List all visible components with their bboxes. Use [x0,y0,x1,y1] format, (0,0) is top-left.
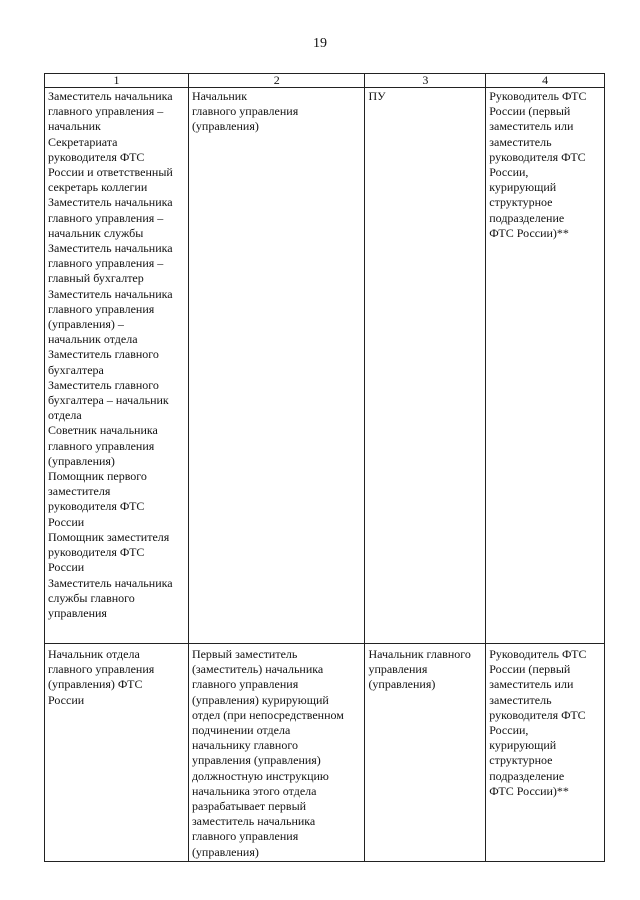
cell-text-line: должностную инструкцию [191,768,329,783]
cell-text-line: главного управления – [48,256,164,271]
header-col-2: 2 [188,74,365,88]
cell-text-line: Заместитель главного [48,347,159,362]
cell-text-line: главного управления [191,677,299,692]
cell-text-line: (управления) – [48,317,124,332]
cell-text-line: управления (управления) [191,753,321,768]
cell-text-line: Начальник [191,89,248,103]
table-row [45,644,605,862]
cell-text-line: (управления) [191,844,259,859]
cell-text-line: Советник начальника [48,423,158,438]
cell-text-line: руководителя ФТС [48,499,145,514]
cell-text-line: начальник отдела [48,332,138,347]
cell-text-line: ФТС России)** [489,783,569,798]
cell-text-line: (управления) [368,677,436,692]
cell-text-line: главного управления [48,301,155,316]
cell-text-line: России, [489,723,529,738]
cell-text-line: Секретариата [48,134,118,149]
row1-agreement-cell [365,88,486,644]
cell-text-line: Первый заместитель [191,647,298,661]
cell-text-line: (управления) ФТС [48,677,143,692]
cell-text-line: главного управления [48,662,155,677]
cell-text-line: начальнику главного [191,738,298,753]
cell-text-line: Помощник первого [48,469,147,484]
cell-text-line: Руководитель ФТС [489,647,587,661]
header-col-3: 3 [365,74,486,88]
cell-text-line: курирующий [489,180,557,195]
row2-agreement-cell [365,644,486,862]
cell-text-line: главного управления [48,438,155,453]
cell-text-line: России (первый [489,104,571,119]
cell-text-line: главного управления – [48,104,164,119]
table-header-row [45,74,605,88]
cell-text-line: России (первый [489,662,571,677]
cell-text-line: начальника этого отдела [191,783,317,798]
cell-text-line: ФТС России)** [489,225,569,240]
row1-position-cell [45,88,189,644]
cell-text-line: России, [489,165,529,180]
row2-developer-cell [188,644,365,862]
cell-text-line: Руководитель ФТС [489,89,587,103]
header-col-1: 1 [45,74,189,88]
cell-text-line: (управления) [48,453,115,468]
table-row [45,88,605,644]
cell-text-line: управления [368,662,428,677]
cell-text-line: Заместитель начальника [48,575,173,590]
cell-text-line: главного управления [191,104,299,119]
cell-text-line: Заместитель начальника [48,241,173,256]
cell-text-line: управления [48,605,107,620]
cell-text-line: ПУ [368,89,386,103]
cell-text-line: заместитель начальника [191,814,316,829]
cell-text-line: службы главного [48,590,135,605]
cell-text-line: структурное [489,195,553,210]
cell-text-line: бухгалтера [48,362,104,377]
cell-text-line: заместитель [489,692,552,707]
cell-text-line: Заместитель начальника [48,89,173,103]
cell-text-line: начальник службы [48,225,144,240]
cell-text-line: руководителя ФТС [48,545,145,560]
row1-approver-cell [486,88,605,644]
cell-text-line: России [48,692,85,707]
cell-text-line: начальник [48,119,101,134]
cell-text-line: разрабатывает первый [191,799,307,814]
cell-text-line: заместитель или [489,677,574,692]
cell-text-line: Заместитель начальника [48,195,173,210]
row1-developer-cell [188,88,365,644]
cell-text-line: заместитель [489,134,552,149]
cell-text-line: подразделение [489,210,565,225]
page-number: 19 [313,36,327,51]
cell-text-line: России [48,514,85,529]
cell-text-line: главного управления [191,829,299,844]
cell-text-line: Помощник заместителя [48,529,170,544]
cell-text-line: руководителя ФТС [489,149,586,164]
cell-text-line: структурное [489,753,553,768]
cell-text-line: руководителя ФТС [489,707,586,722]
cell-text-line: Начальник главного [368,647,471,661]
cell-text-line: главного управления – [48,210,164,225]
cell-text-line: курирующий [489,738,557,753]
cell-text-line: Заместитель главного [48,377,159,392]
row2-position-cell [45,644,189,862]
cell-text-line: руководителя ФТС [48,149,145,164]
cell-text-line: России [48,560,85,575]
cell-text-line: отдела [48,408,82,423]
cell-text-line: (заместитель) начальника [191,662,324,677]
cell-text-line: Заместитель начальника [48,286,173,301]
cell-text-line: отдел (при непосредственном [191,707,344,722]
cell-text-line: заместителя [48,484,111,499]
cell-text-line: России и ответственный [48,165,173,180]
cell-text-line: главный бухгалтер [48,271,144,286]
row2-approver-cell [486,644,605,862]
cell-text-line: подразделение [489,768,565,783]
cell-text-line: (управления) курирующий [191,692,329,707]
cell-text-line: бухгалтера – начальник [48,393,169,408]
cell-text-line: подчинении отдела [191,723,291,738]
document-table [44,73,605,862]
header-col-4: 4 [486,74,605,88]
cell-text-line: заместитель или [489,119,574,134]
cell-text-line: (управления) [191,119,259,134]
cell-text-line: секретарь коллегии [48,180,148,195]
cell-text-line: Начальник отдела [48,647,140,661]
